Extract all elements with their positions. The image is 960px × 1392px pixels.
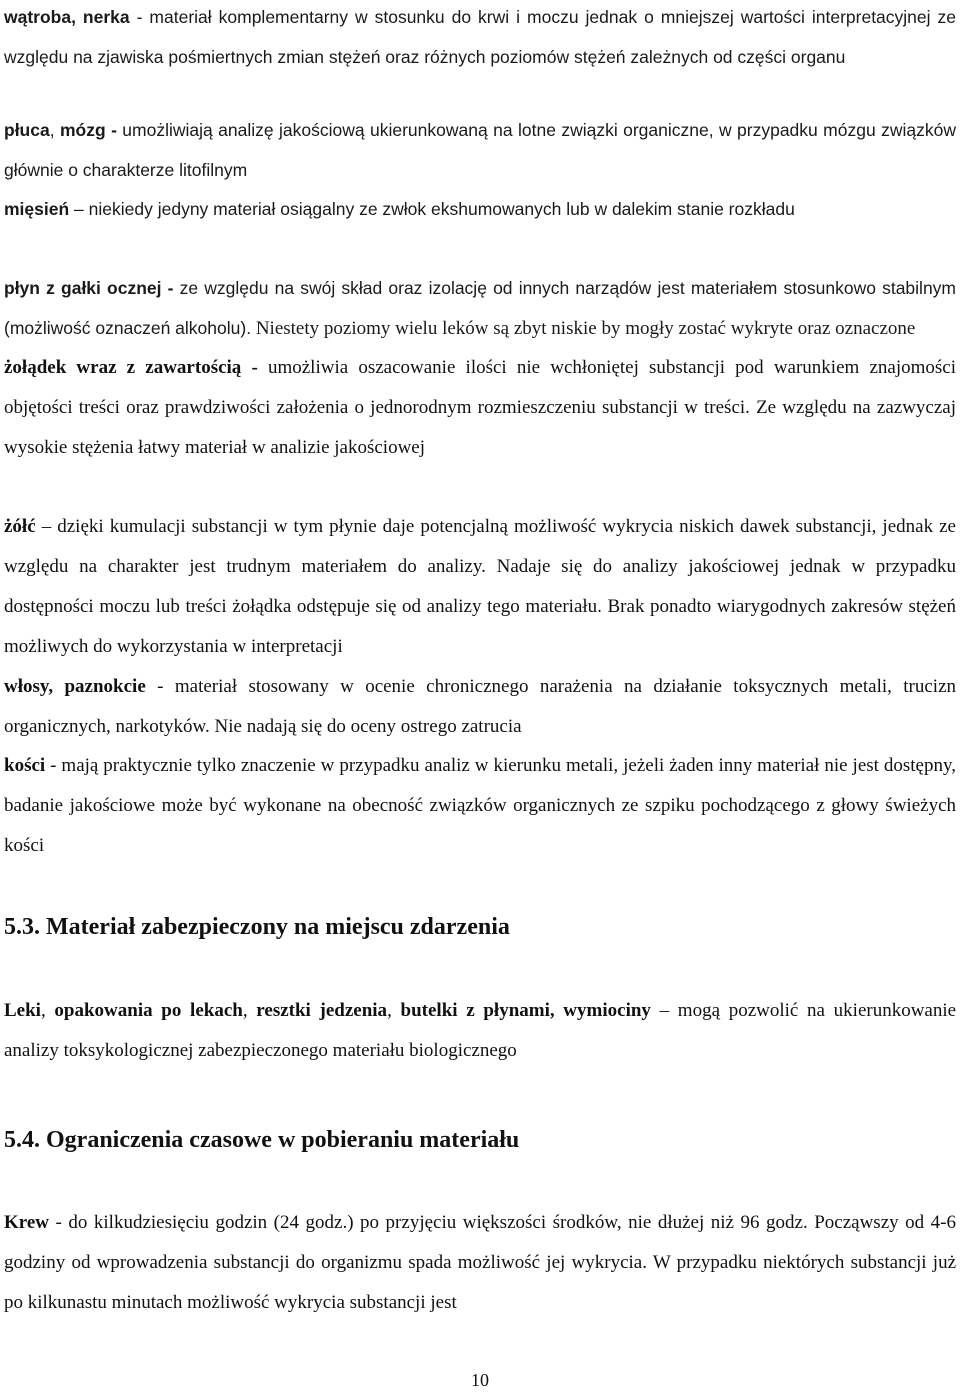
separator: , [40, 1000, 55, 1021]
term-brain: mózg - [59, 120, 117, 140]
paragraph-text: - materiał komplementarny w stosunku do krwi i moczu jednak o mniejszej wartości interpretacyjnej ze względu na zjawiska pośmiertnych zmian stężeń oraz różnych poziomów stężeń zależnych od części organu [4, 7, 956, 67]
paragraph-text: umożliwiają analizę jakościową ukierunkowaną na lotne związki organiczne, w przypadku mózgu związków głównie o charakterze litofilnym [4, 120, 956, 180]
term-drugs: Leki [4, 1000, 41, 1021]
term-bottles-vomit: butelki z płynami, wymiociny [400, 1000, 651, 1021]
term-food-remains: resztki jedzenia [256, 1000, 388, 1021]
paragraph-scene-material [4, 991, 956, 1071]
term-lungs: płuca [4, 120, 50, 140]
term-muscle: mięsień [4, 199, 70, 219]
separator: , [49, 120, 60, 140]
paragraph-hair-nails [4, 667, 956, 747]
term-blood: Krew [4, 1212, 50, 1233]
paragraph-lungs-brain [4, 110, 956, 190]
term-stomach: żołądek wraz z zawartością - [4, 357, 258, 378]
paragraph-text: – niekiedy jedyny materiał osiągalny ze zwłok ekshumowanych lub w dalekim stanie rozkładu [69, 199, 795, 219]
separator: , [242, 1000, 257, 1021]
term-bile: żółć [4, 516, 36, 537]
paragraph-text: – mogą pozwolić na ukierunkowanie analizy toksykologicznej zabezpieczonego materiału biologicznego [4, 1000, 957, 1061]
term-packaging: opakowania po lekach [54, 1000, 243, 1021]
term-hair-nails: włosy, paznokcie [4, 676, 146, 697]
paragraph-text: ze względu na swój skład oraz izolację od innych narządów jest materiałem stosunkowo stabilnym (możliwość oznaczeń alkoholu). [4, 278, 957, 338]
paragraph-bones [4, 746, 956, 866]
paragraph-tail: Niestety poziomy wielu leków są zbyt niskie by mogły zostać wykryte oraz oznaczone [251, 318, 916, 339]
paragraph-blood-timing [4, 1203, 956, 1323]
term-liver-kidney: wątroba, nerka [4, 7, 130, 27]
section-heading-5-3: 5.3. Materiał zabezpieczony na miejscu zdarzenia [4, 914, 510, 940]
paragraph-bile [4, 507, 956, 667]
paragraph-text: - materiał stosowany w ocenie chronicznego narażenia na działanie toksycznych metali, trucizn organicznych, narkotyków. Nie nadają się do oceny ostrego zatrucia [4, 676, 957, 737]
term-bones: kości [4, 755, 46, 776]
separator: , [387, 1000, 401, 1021]
paragraph-stomach [4, 348, 956, 468]
paragraph-eye-fluid [4, 268, 956, 349]
paragraph-liver-kidney [4, 0, 956, 77]
paragraph-text: – dzięki kumulacji substancji w tym płynie daje potencjalną możliwość wykrycia niskich dawek substancji, jednak ze względu na charakter jest trudnym materiałem do analizy. Nadaje się do analizy jakościowej jednak w przypadku dostępności moczu lub treści żołądka odstępuje się od analizy tego materiału. Brak ponadto wiarygodnych zakresów stężeń możliwych do wykorzystania w interpretacji [4, 516, 956, 657]
paragraph-text: - mają praktycznie tylko znaczenie w przypadku analiz w kierunku metali, jeżeli żaden inny materiał nie jest dostępny, badanie jakościowe może być wykonane na obecność związków organicznych ze szpiku pochodzącego z głowy świeżych kości [4, 755, 956, 856]
term-eye-fluid: płyn z gałki ocznej - [4, 278, 174, 298]
paragraph-tail: Ze względu na zazwyczaj wysokie stężenia łatwy materiał w analizie jakościowej [4, 397, 956, 458]
paragraph-muscle [4, 189, 956, 229]
page-number: 10 [471, 1370, 489, 1390]
paragraph-text: umożliwia oszacowanie ilości nie wchłoniętej substancji pod warunkiem znajomości objętości treści oraz prawdziwości założenia o jednorodnym rozmieszczeniu substancji w treści. [4, 357, 956, 418]
paragraph-text: - do kilkudziesięciu godzin (24 godz.) po przyjęciu większości środków, nie dłużej niż 96 godz. Począwszy od 4-6 godziny od wprowadzenia substancji do organizmu spada możliwość jej wykrycia. W przypadku niektórych substancji już po kilkunastu minutach możliwość wykrycia substancji jest [4, 1212, 956, 1313]
section-heading-5-4: 5.4. Ograniczenia czasowe w pobieraniu materiału [4, 1127, 520, 1153]
